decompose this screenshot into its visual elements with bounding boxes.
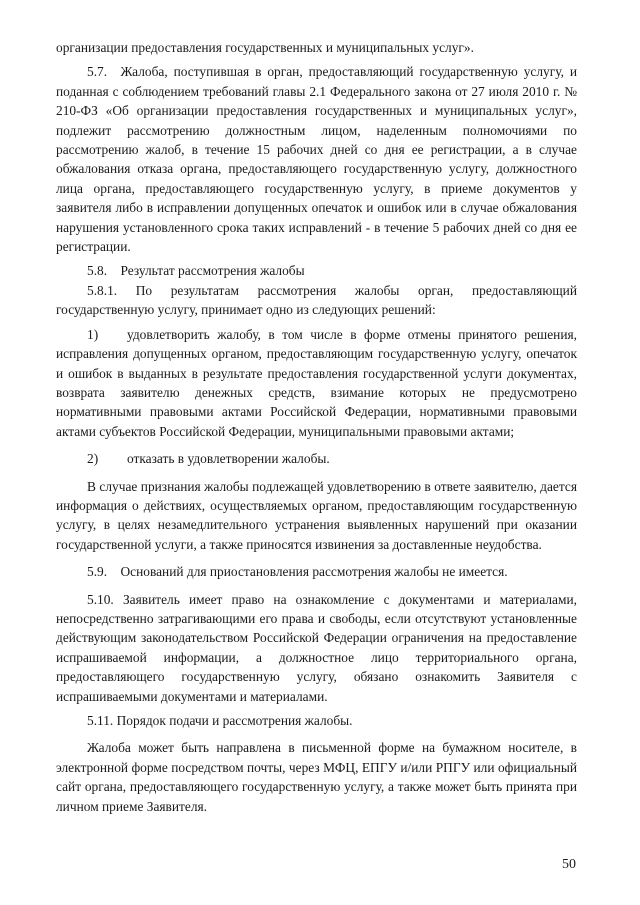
paragraph-continuation: организации предоставления государственных и муниципальных услуг». (56, 40, 474, 55)
paragraph-satisfaction-response: В случае признания жалобы подлежащей удовлетворению в ответе заявителю, дается информация о действиях, осуществляемых органом, предоставляющим государственную услугу, в целях незамедлительного устранения выявленных нарушений при оказании государственной услуги, а также приносятся извинения за доставленные неудобства. (56, 478, 577, 552)
paragraph-5-7: 5.7. Жалоба, поступившая в орган, предоставляющий государственную услугу, и поданная с соблюдением требований главы 2.1 Федерального закона от 27 июля 2010 г. № 210-ФЗ «Об организации предоставления государственных и муниципальных услуг», подлежит рассмотрению должностным лицом, наделенным полномочиями по рассмотрению жалоб, в течение 15 рабочих дней со дня ее регистрации, а в случае обжалования отказа органа, предоставляющего государственную услугу, должностного лица органа, предоставляющего государственную услугу, в приеме документов у заявителя либо в исправлении допущенных опечаток и ошибок или в случае обжалования нарушения установленного срока таких исправлений - в течение 5 рабочих дней со дня ее регистрации. (56, 64, 577, 255)
page-number: 50 (562, 857, 576, 872)
paragraph-5-10: 5.10. Заявитель имеет право на ознакомление с документами и материалами, непосредственно затрагивающими его права и свободы, если отсутствуют установленные действующим законодательством Российской Федерации ограничения на предоставление испрашиваемой информации, а должностное лицо территориального органа, предоставляющего государственную услугу, обязано ознакомить Заявителя с испрашиваемыми документами и материалами. (56, 591, 577, 704)
list-item-text: удовлетворить жалобу, в том числе в форме отмены принятого решения, исправления допущенных органом, предоставляющим государственную услугу, опечаток и ошибок в выданных в результате предоставления государственной услуги документах, возврата заявителю денежных средств, взимание которых не предусмотрено нормативными правовыми актами Российской Федерации, нормативными правовыми актами субъектов Российской Федерации, муниципальными правовыми актами; (56, 326, 577, 439)
paragraph-5-8-1: 5.8.1. По результатам рассмотрения жалобы орган, предоставляющий государственную услугу, принимает одно из следующих решений: (56, 282, 577, 318)
list-item-number: 1) (87, 326, 99, 342)
list-item-1 (56, 325, 577, 441)
paragraph-complaint-channels: Жалоба может быть направлена в письменной форме на бумажном носителе, в электронной форме посредством почты, через МФЦ, ЕПГУ и/или РПГУ или официальный сайт органа, предоставляющего государственную услугу, а также может быть принята при личном приеме Заявителя. (56, 740, 577, 814)
list-item-2 (56, 449, 577, 468)
paragraph-5-8-heading: 5.8. Результат рассмотрения жалобы (87, 263, 305, 279)
paragraph-5-11: 5.11. Порядок подачи и рассмотрения жалобы. (87, 713, 353, 728)
document-body (56, 38, 577, 816)
list-item-text: отказать в удовлетворении жалобы. (127, 451, 330, 467)
paragraph-5-9: 5.9. Оснований для приостановления рассмотрения жалобы не имеется. (87, 564, 508, 580)
list-item-number: 2) (87, 451, 99, 467)
